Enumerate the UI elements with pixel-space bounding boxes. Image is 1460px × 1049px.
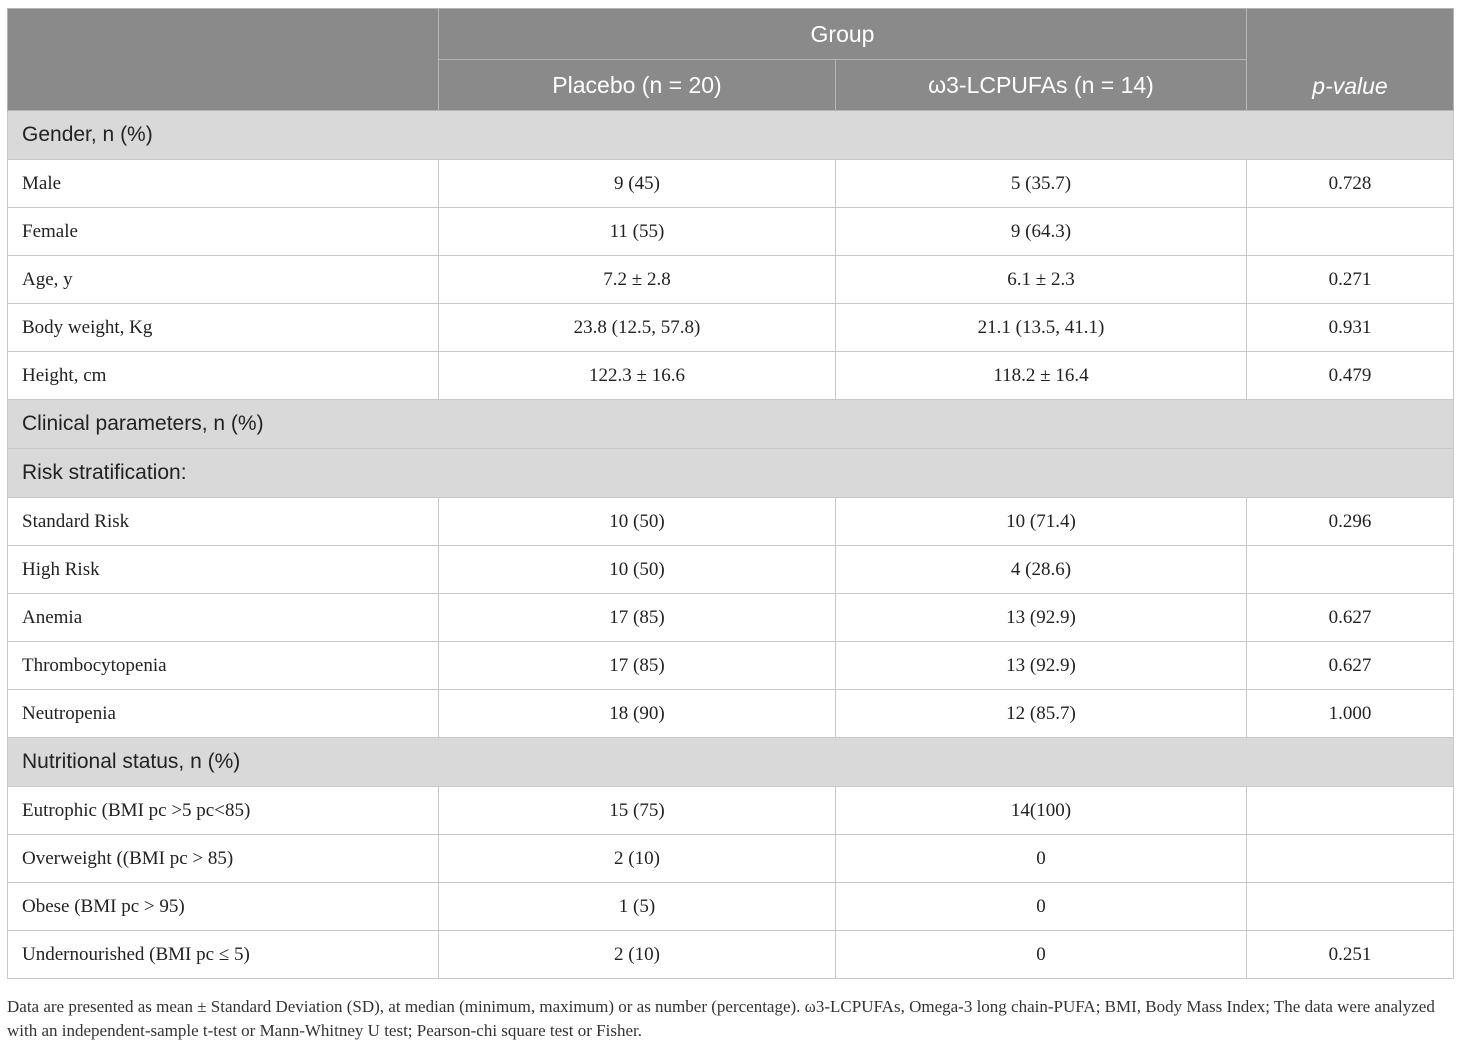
omega-value: 0 bbox=[836, 931, 1247, 979]
row-label: Anemia bbox=[8, 594, 439, 642]
placebo-value: 17 (85) bbox=[439, 594, 836, 642]
placebo-value: 17 (85) bbox=[439, 642, 836, 690]
table-row bbox=[8, 546, 1454, 594]
placebo-value: 15 (75) bbox=[439, 787, 836, 835]
omega-value: 13 (92.9) bbox=[836, 594, 1247, 642]
p-value: 0.271 bbox=[1247, 256, 1454, 304]
table-row bbox=[8, 498, 1454, 546]
table-row bbox=[8, 883, 1454, 931]
row-label: Overweight ((BMI pc > 85) bbox=[8, 835, 439, 883]
table-row bbox=[8, 352, 1454, 400]
table-row bbox=[8, 690, 1454, 738]
section-row bbox=[8, 738, 1454, 787]
row-label: Undernourished (BMI pc ≤ 5) bbox=[8, 931, 439, 979]
table-row bbox=[8, 931, 1454, 979]
omega-value: 10 (71.4) bbox=[836, 498, 1247, 546]
placebo-value: 10 (50) bbox=[439, 546, 836, 594]
p-value bbox=[1247, 835, 1454, 883]
row-label: Body weight, Kg bbox=[8, 304, 439, 352]
table-row bbox=[8, 256, 1454, 304]
header-pvalue: p-value bbox=[1247, 9, 1454, 111]
table-row bbox=[8, 594, 1454, 642]
header-placebo: Placebo (n = 20) bbox=[439, 60, 836, 111]
section-row bbox=[8, 111, 1454, 160]
header-omega3: ω3-LCPUFAs (n = 14) bbox=[836, 60, 1247, 111]
omega-value: 0 bbox=[836, 835, 1247, 883]
section-risk: Risk stratification: bbox=[8, 449, 1454, 498]
table-row bbox=[8, 835, 1454, 883]
placebo-value: 10 (50) bbox=[439, 498, 836, 546]
table-row bbox=[8, 787, 1454, 835]
table-row bbox=[8, 208, 1454, 256]
p-value: 0.931 bbox=[1247, 304, 1454, 352]
section-clinical: Clinical parameters, n (%) bbox=[8, 400, 1454, 449]
header-group: Group bbox=[439, 9, 1247, 60]
row-label: Male bbox=[8, 160, 439, 208]
placebo-value: 9 (45) bbox=[439, 160, 836, 208]
p-value bbox=[1247, 883, 1454, 931]
p-value bbox=[1247, 208, 1454, 256]
placebo-value: 2 (10) bbox=[439, 931, 836, 979]
placebo-value: 11 (55) bbox=[439, 208, 836, 256]
section-row bbox=[8, 400, 1454, 449]
omega-value: 6.1 ± 2.3 bbox=[836, 256, 1247, 304]
row-label: Height, cm bbox=[8, 352, 439, 400]
row-label: Standard Risk bbox=[8, 498, 439, 546]
p-value: 0.728 bbox=[1247, 160, 1454, 208]
row-label: High Risk bbox=[8, 546, 439, 594]
p-value: 1.000 bbox=[1247, 690, 1454, 738]
table-footnote: Data are presented as mean ± Standard Deviation (SD), at median (minimum, maximum) or as number (percentage). ω3-LCPUFAs, Omega-3 long chain-PUFA; BMI, Body Mass Index; The data were analyzed with an independent-sample t-test or Mann-Whitney U test; Pearson-chi square test or Fisher. bbox=[7, 997, 1435, 1040]
row-label: Age, y bbox=[8, 256, 439, 304]
omega-value: 13 (92.9) bbox=[836, 642, 1247, 690]
section-gender: Gender, n (%) bbox=[8, 111, 1454, 160]
p-value: 0.479 bbox=[1247, 352, 1454, 400]
placebo-value: 7.2 ± 2.8 bbox=[439, 256, 836, 304]
omega-value: 0 bbox=[836, 883, 1247, 931]
table-row bbox=[8, 160, 1454, 208]
row-label: Eutrophic (BMI pc >5 pc<85) bbox=[8, 787, 439, 835]
header-empty-cell bbox=[8, 9, 439, 111]
p-value: 0.627 bbox=[1247, 594, 1454, 642]
section-nutritional: Nutritional status, n (%) bbox=[8, 738, 1454, 787]
row-label: Obese (BMI pc > 95) bbox=[8, 883, 439, 931]
p-value: 0.296 bbox=[1247, 498, 1454, 546]
omega-value: 5 (35.7) bbox=[836, 160, 1247, 208]
p-value bbox=[1247, 787, 1454, 835]
omega-value: 4 (28.6) bbox=[836, 546, 1247, 594]
row-label: Neutropenia bbox=[8, 690, 439, 738]
p-value: 0.627 bbox=[1247, 642, 1454, 690]
placebo-value: 18 (90) bbox=[439, 690, 836, 738]
demographics-table bbox=[7, 8, 1454, 979]
placebo-value: 122.3 ± 16.6 bbox=[439, 352, 836, 400]
table-row bbox=[8, 304, 1454, 352]
table-row bbox=[8, 642, 1454, 690]
section-row bbox=[8, 449, 1454, 498]
omega-value: 12 (85.7) bbox=[836, 690, 1247, 738]
placebo-value: 2 (10) bbox=[439, 835, 836, 883]
placebo-value: 1 (5) bbox=[439, 883, 836, 931]
table-header bbox=[8, 9, 1454, 111]
placebo-value: 23.8 (12.5, 57.8) bbox=[439, 304, 836, 352]
omega-value: 118.2 ± 16.4 bbox=[836, 352, 1247, 400]
row-label: Thrombocytopenia bbox=[8, 642, 439, 690]
p-value: 0.251 bbox=[1247, 931, 1454, 979]
omega-value: 21.1 (13.5, 41.1) bbox=[836, 304, 1247, 352]
p-value bbox=[1247, 546, 1454, 594]
omega-value: 14(100) bbox=[836, 787, 1247, 835]
omega-value: 9 (64.3) bbox=[836, 208, 1247, 256]
row-label: Female bbox=[8, 208, 439, 256]
